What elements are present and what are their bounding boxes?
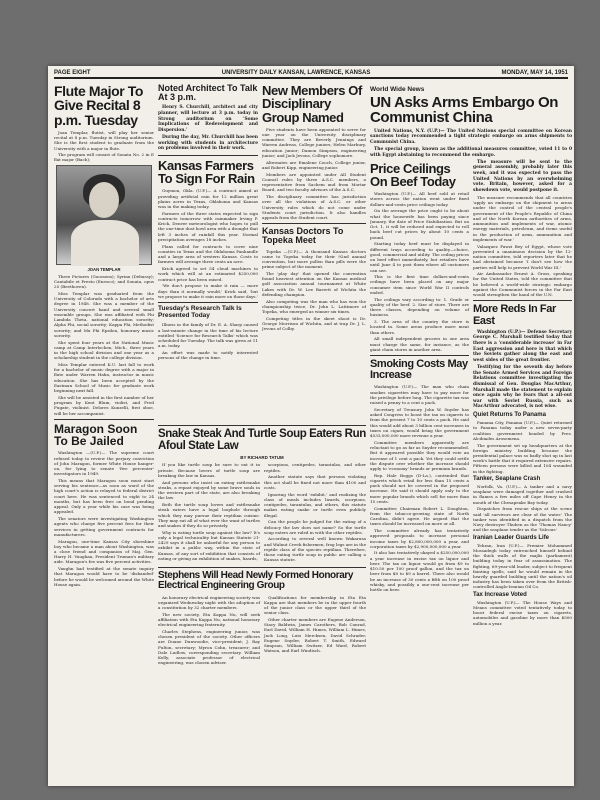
article-paragraph: Valazquez Fawzi Bey of Egypt, whose vote prevented a unanimous decision by the 12-nation committee, told reporters later that he had abstained because 'I don't see how the parties will help to prevent World War III.': [473, 243, 572, 270]
article-paragraph: Secretary of Treasury John W. Snyder has asked Congress to boost the tax on cigarets to from the present 7 to 10 cents a pack. He said this would add about 3 billion cent increases in taxes on cigars, would bring the government $533,000,000 more revenue a year.: [370, 406, 469, 439]
article-paragraph: She will be assisted in the first number of her program by Kent Blum, violist, and Fred Fugate, violinist. Delores Kunzelli, first oboe, will be her accompanist.: [54, 394, 154, 416]
article-paragraph: Committee members apparently are reluctant to go as far as Snyder recommended. But it appeared possible they would vote an increase of 1 cent a pack. Yet they could settle the dispute over whether the increase should apply to 'economy' brands or premium brands.: [370, 439, 469, 471]
article-paragraph: Qualifications for membership in Eta Eta Kappa are that members be in the upper fourth of the junior class or the upper third of the senior class.: [264, 594, 366, 616]
article-paragraph: The 'play day' that opened the convention found heaviest attention on the Kansas medical golf association annual tournament at White Lakes with Dr. W. Lee Barrett of Wichita the defending champion.: [262, 271, 366, 297]
headline-research-talk: Tuesday's Research Talk Is Presented Today: [158, 305, 242, 319]
article-paragraph: Guymon, Okla. (U.P.)— A contract aimed at providing artificial rain for 12 million great plains acres in Texas, Oklahoma and Kansas was in the making today.: [158, 188, 258, 210]
article-paragraph: The government set up headquarters at the foreign ministry building because the presidential palace was so badly shot up in last week's battle that it required extensive repairs. Fifteen persons were killed and 104 wounded in the fighting.: [473, 442, 572, 474]
subheadline-tax: Tax Increase Voted: [473, 591, 527, 598]
article-paragraph: The measure recommends that all countries 'apply an embargo on the shipment to areas under the control of the central people's government of the People's Republic of China and of the North Korean authorities of arms, ammunition and implements of war, atomic energy materials, petroleum, and items useful in the production of arms, ammunition and implements of war.': [473, 194, 572, 242]
article-paragraph: Joan Templar, flutist, will play her senior recital at 8 p.m. Tuesday in Strong auditorium. She is the first student to graduate from the University with a major in flute.: [54, 129, 154, 151]
article-paragraph: The measure will be sent to the general assembly, probably later this week, and it was expected to pass the United Nations by an overwhelming vote. Britain, however, asked for a showdown vote, would postpone it.: [473, 159, 572, 193]
article-paragraph: Both the turtle soup lovers and rattlesnake steak eaters have a legal loophole through which they may pursue their reptilian cuisine. They may eat all of what ever the want of turtles and snakes if they do so privately.: [158, 502, 260, 529]
article-paragraph: Air Ambassador Ernest A. Gross, speaking for the United States, told the committee that he believed a world-wide strategic embargo against the Communist forces in the Far East would strengthen the hand of the U.N.: [473, 271, 572, 298]
newspaper-page: [48, 66, 574, 786]
article-paragraph: Ignoring the word 'exhibit,' and realizing the class of meals includes lizards, scorpions, centipedes, tarantulas, and others, this statute makes eating snake or turtle even publicly illegal.: [264, 491, 366, 518]
article-paragraph: Tehran, Iran (U.P.)— Premier Mohammed Mossadegh today entrenched himself behind the thick walls of the majlis (parliament) building today in fear of assassination. The fighting, 69-year-old leader, subject to frequent fainting spells, said he would remain in the heavily guarded building until the nation's oil industry has been taken over from the British-controlled Anglo-Iranian Oil Co.: [473, 542, 572, 590]
issue-date: MONDAY, MAY 14, 1951: [501, 70, 568, 76]
article-paragraph: Five students have been appointed to serve for one year on the University disciplinary committee. They are Beverly Jennings and Warren Andreas, College juniors; Helen Marbury, education junior; Damon Simpson, engineering junior; and Jack Jevons, College sophomore.: [262, 126, 366, 158]
photo-caption: JOAN TEMPLAR: [87, 266, 121, 272]
headline-un-embargo: UN Asks Arms Embargo On Communist China: [370, 94, 559, 127]
subheadline-tanker: Tanker, Seaplane Crash: [473, 475, 541, 482]
article-paragraph: Members are appointed under All Student Council rules by three A.S.C. members, a representative from Sachem and from Mortar Board, and two faculty advisors of the A.S.C.: [262, 171, 366, 193]
article-paragraph: The ceilings vary according to: 1. Grade or quality of the beef. 2. Size of store. There are three classes, depending on volume of business.: [370, 296, 469, 318]
subheadline-panama: Quiet Returns To Panama: [473, 412, 546, 419]
article-paragraph: Why is eating turtle soup against the law? It's only a legal technicality but Kansas Statute 21-2429 says it shall be unlawful for any person to exhibit in a public way, within the state of Kansas, of any sort of exhibition that consists of eating or giving an exhibition of snakes, lizards,: [158, 529, 260, 561]
snake-article-columns: [158, 462, 366, 564]
article-paragraph: 3. The area of the country the store is located in. Some areas produce more meat than others.: [370, 319, 469, 335]
article-paragraph: Dispatches from rescue ships at the scene said 'all survivors are clear of the water.' The tanker was identified in a dispatch from the Navy destroyer Thuben as the 'Thomas Nancy' and the seaplane tender as the 'Valcour.': [473, 506, 572, 533]
article-paragraph: Also competing was the man who has won the championship twice, Dr. John L. Lattimore of Topeka, who emerged as winner six times.: [262, 298, 366, 315]
article-paragraph: Miss Templar was graduated from the University of Colorado with a bachelor of arts degree in 1948. She was a member of the University concert band and several small ensemble groups. She was affiliated with Phi Lambda Theta, national education sorority; Alpha Phi, social sorority; Kappa Phi, Methodist sorority; and Mu Phi Epsilon, honorary music sorority.: [54, 290, 154, 338]
headline-snake-steak: Snake Steak And Turtle Soup Eaters Run Afoul State Law: [158, 428, 366, 452]
article-paragraph: Alternates are Emalene Cooch, College junior, and Robert Kipp, engineering junior.: [262, 159, 366, 170]
article-paragraph: Norfolk, Va. (U.P.)— A tanker and a navy seaplane were damaged together and crashed in flames a few miles off Cape Henry in the mouth of the Chesapeake Bay today.: [473, 483, 572, 505]
article-paragraph: Krick agreed to set 54 cloud machines to work which will at an estimated $250,000 contract price has been raised.: [158, 266, 258, 282]
wide-section: [158, 422, 366, 782]
article-paragraph: Three Pictures (Goossens); Syrinx (Debussy); Cantabile et Presto (Enesco); and Sonata, opus 25 (Beethoven).: [54, 273, 154, 290]
article-paragraph: It also has tentatively okayed a $250,000,000 a year increase in excise tax on liquor and beer. The tax on liquor would go from $9 to $10.50 per 100 proof gallon, and the tax on beer from $8 to $9 a barrel. There also would be an increase of 30 cents a fifth on 100 proof whisky, and possibly a one-cent increase per bottle on beer.: [370, 550, 469, 593]
article-paragraph: During the day, Mr. Churchill has been working with students in architecture on problems involved in their work.: [158, 134, 258, 152]
page-number: PAGE EIGHT: [54, 70, 91, 76]
article-paragraph: And persons who insist on eating rattlesnake steaks, a repast enjoyed by some brave souls in the western part of the state, are also breaking the law.: [158, 479, 260, 501]
article-paragraph: Starting today beef must be displayed in different trays according to quality—choice, good, commercial and utility. The ceiling prices on beef effect immediately, but retailers have until June 4 to post them where all customers can see.: [370, 241, 469, 273]
article-paragraph: Illness in the family of Dr. E. A. Sharp caused a last-minute change in the time of his lecture entitled 'Science for Research Talks' which was scheduled for Tuesday. The talk was given at 11 a.m. today.: [158, 322, 258, 349]
headline-more-reds: More Reds In Far East: [473, 303, 556, 327]
headline-doctors: Kansas Doctors To Topeka Meet: [262, 226, 344, 246]
article-paragraph: This means that Maragon soon must start serving his sentence—as soon as word of the high court's action is relayed to federal district court here. He was sentenced to eight to 24 months, but has been free on bond pending appeal. Only a year while his case was being appealed.: [54, 477, 154, 515]
article-paragraph: An effort was made to notify interested persons of the change in time.: [158, 349, 258, 361]
article-paragraph: Rep. Hale Boggs (D-La.), contended that cigarets which retail for less than 15 cents a pack should not be covered in the proposed increase. He said it should apply only to the more popular brands which sell for more than 15 cents.: [370, 472, 469, 504]
article-paragraph: Panama City, Panama (U.P.)— Quiet returned to Panama today under a new seven-party coalition government headed by Pres. Alcibiades Arosemena.: [473, 420, 572, 441]
world-news-columns: [370, 160, 572, 628]
column-4: [370, 82, 572, 782]
headline-smoking-costs: Smoking Costs May Increase: [370, 358, 468, 382]
article-paragraph: This is the first time dollars-and-cents ceilings have been placed on any major consumer item since World War II controls ended.: [370, 274, 469, 295]
article-paragraph: All small independent grocers in one area must charge the same, for instance, as the giant chain stores in another area.: [370, 336, 469, 352]
column-1: [54, 82, 154, 782]
column-3: [262, 82, 366, 402]
section-title: World Wide News: [370, 86, 425, 93]
article-paragraph: Washington (U.P.)— The man who chain smokes cigarettes may have to pay more for the privilege before long. The cigarette tax was raised a penny to a cent a pack.: [370, 384, 469, 406]
article-paragraph: Plans called for contracts to cover nine counties in Texas and the Oklahoma Panhandle and a large area of western Kansas. Costs to farmers will average three cents an acre.: [158, 243, 258, 265]
article-paragraph: Testifying for the seventh day before the Senate Armed Services and Foreign Relations committee investigating the dismissal of Gen. Douglas MacArthur, Marshall made the statement to explain once again why he fears that a all-out war with Soviet Russia, such as MacArthur advocated, is not wise.: [473, 365, 572, 410]
article-paragraph: Washington —(U.P.)— The supreme court refused today to review the perjury conviction of John Maragon, former White House hanger-on, for lying to senate 'five percenter' investigators in 1949.: [54, 450, 154, 477]
article-paragraph: Washington (U.P.)— All beef sold at retail stores across the nation went under fixed dollars-and-cents price ceilings today.: [370, 191, 469, 207]
headline-rain: Kansas Farmers To Sign For Rain: [158, 157, 255, 187]
subheadline-iran: Iranian Leader Guards Life: [473, 534, 550, 541]
headline-beef-ceilings: Price Ceilings On Beef Today: [370, 160, 456, 189]
byline: BY RICHARD TATUM: [240, 455, 284, 461]
article-paragraph: The senators were investigating Washington agents who charge five percent fees for their services in getting government contracts for manufacturers.: [54, 516, 154, 537]
article-paragraph: Can the people be judged for the eating of a delicacy the law does not name? So the turtle soup eaters are ruled in with the other reptiles.: [264, 519, 366, 535]
article-paragraph: 'We don't propose to make it rain — more days than it normally would,' Krick said, 'but we propose to make it rain more on those days.': [158, 283, 258, 299]
article-paragraph: Henry S. Churchill, architect and city planner, will lecture at 3 p.m. today in Strong auditorium on 'Some Implications of Redevelopment and Dispersion.': [158, 105, 258, 133]
article-paragraph: The disciplinary committee has jurisdiction over all the violations of A.S.C. or other University rules which do not come under Students court jurisdiction. It also handles appeals from the Student court.: [262, 194, 366, 220]
headline-disciplinary: New Members Of Disciplinary Group Named: [262, 83, 362, 125]
article-paragraph: On the average the price ought to be about what the housewife has been paying since January, the date of Price Stabilization. But on Oct. 1, it will be reduced and expected to roll back beef cut prices by about 10 cents a pound.: [370, 208, 469, 240]
article-paragraph: Washington (U.P.)— Defense Secretary George C. Marshall testified today that there is a 'considerable increase' in Far East aggression and here is that which the Soviets gather along the east and west sides of the great frontier.: [473, 329, 572, 363]
article-paragraph: Maragon, one-time Kansas City shoeshine boy who became a man about Washington, was a close friend and companion of Maj. Gen. Harry H. Vaughan, President Truman's military aide. Maragon's fee was five percent activities.: [54, 538, 154, 565]
portrait-photo: [56, 165, 152, 265]
article-paragraph: According to several well known Wakarusa and Walnut Creek fishermen, frog legs are in the reptile class of the species reptilian. Therefore, those eating turtle soup in public are calling a Kansas statute.: [264, 536, 366, 563]
article-paragraph: The new society, Eta Kappa Nu, will seek affiliation with Eta Kappa Nu, national honorary electrical engineering fraternity.: [158, 611, 260, 628]
column-2: [158, 82, 258, 402]
article-paragraph: scorpions, centipedes, tarantulas, and other reptiles.: [264, 462, 366, 473]
article-paragraph: Another statute says that persons violating this act shall be fined not more than $100 and costs.: [264, 474, 366, 490]
article-paragraph: Miss Templar entered K.U. last fall to work for a bachelor of music degree with a major in flute under Warren Hahn, instructor in music education. She has been accepted by the Eastman School of Music for graduate work beginning next fall.: [54, 361, 154, 394]
article-paragraph: She spent four years at the National Music camp at Camp Interlochen, Mich., three years in the high school division and one year as a scholarship student in the college division.: [54, 339, 154, 361]
headline-flute-recital: Flute Major To Give Recital 8 p.m. Tuesday: [54, 83, 144, 128]
headline-maragon: Maragon Soon To Be Jailed: [54, 421, 138, 449]
headline-architect: Noted Architect To Talk At 3 p.m.: [158, 83, 258, 103]
headline-engineering-group: Stephens Will Head Newly Formed Honorary Electrical Engineering Group: [158, 570, 354, 592]
engineering-article-columns: [158, 595, 366, 668]
article-paragraph: If you like turtle soup be sure to eat it in private. Because lovers of turtle soup are breaking the law in Kansas.: [158, 462, 260, 478]
article-paragraph: Topeka —(U.P.)— A thousand Kansas doctors came to Topeka today for their 92nd annual convention, but more pollen than pills were the prime subject of the moment.: [262, 248, 366, 270]
article-paragraph: Washington (U.P.)— The House Ways and Means committee voted tentatively today to boost federal excise taxes on cigarets, automobiles and gasoline by more than $500 million a year.: [473, 599, 572, 626]
article-paragraph: Farmers of the three states expected to sign contracts tomorrow with rainmaker Irving P. Krick, Denver meteorologist who hopes to pull the one-time dust bowl area with a drought that left 3 inches of rainfall this year. Normal precipitation averages 18 inches.: [158, 210, 258, 242]
article-paragraph: An honorary electrical engineering society was organized Wednesday night with the adoption of a constitution by 32 charter members.: [158, 594, 260, 610]
article-paragraph: Other charter members are Eugene Anderson, Stacy Baldwin, James Carothers, Bob Conrad, Earl David, William H. Himes, William L. Himes, Jack Long, Lutz Mercksen, David Schrader, Eugene Snyder, Robert T. Smith, Edward Simpson, William Switzer, Ed Ward, Robert Watson, and Earl Windisch.: [264, 616, 366, 654]
article-paragraph: The special group, known as the additional measures committee, voted 11 to 0 with Egypt abstaining to recommend the embargo.: [370, 146, 572, 158]
newspaper-name: UNIVERSITY DAILY KANSAN, LAWRENCE, KANSAS: [221, 70, 371, 76]
article-paragraph: The committee already has tentatively approved proposals to increase personal income taxes by $2,800,000,000 a year, and corporation taxes by $2,900,000,000 a year.: [370, 528, 469, 549]
article-paragraph: Competing titles in the skeet shoot is Dr. George Morrison of Wichita, and at trap Dr. J. L. Jevons of Colby.: [262, 315, 366, 332]
article-paragraph: The program will consist of Sonata No. 2 in E flat major (Bach);: [54, 152, 154, 163]
article-paragraph: United Nations, N.Y. (U.P.)— The United Nations special committee on Korean sanctions today recommended a tight strategic embargo on arms shipments to Communist China.: [370, 128, 572, 145]
article-paragraph: Charles Stephens, engineering junior, was chosen president of the society. Other officers are Duane Dunwoodie, vice-president; J. Ray Fulton, secretary; Myron Cohn, treasurer; and Dale Ludlow, corresponding secretary. William Kelly, associate professor of electrical engineering, was chosen adviser.: [158, 628, 260, 666]
masthead: [54, 70, 568, 79]
article-paragraph: Committee Chairman Robert L. Doughton, from the tobacco-growing state of North Carolina, didn't agree. He argued that the taxes should be increased on more or all.: [370, 505, 469, 527]
article-paragraph: Vaughn had testified at the senate inquiry that Maragon would have to be 'disbanded' before he would be welcomed around the White House again.: [54, 566, 154, 587]
